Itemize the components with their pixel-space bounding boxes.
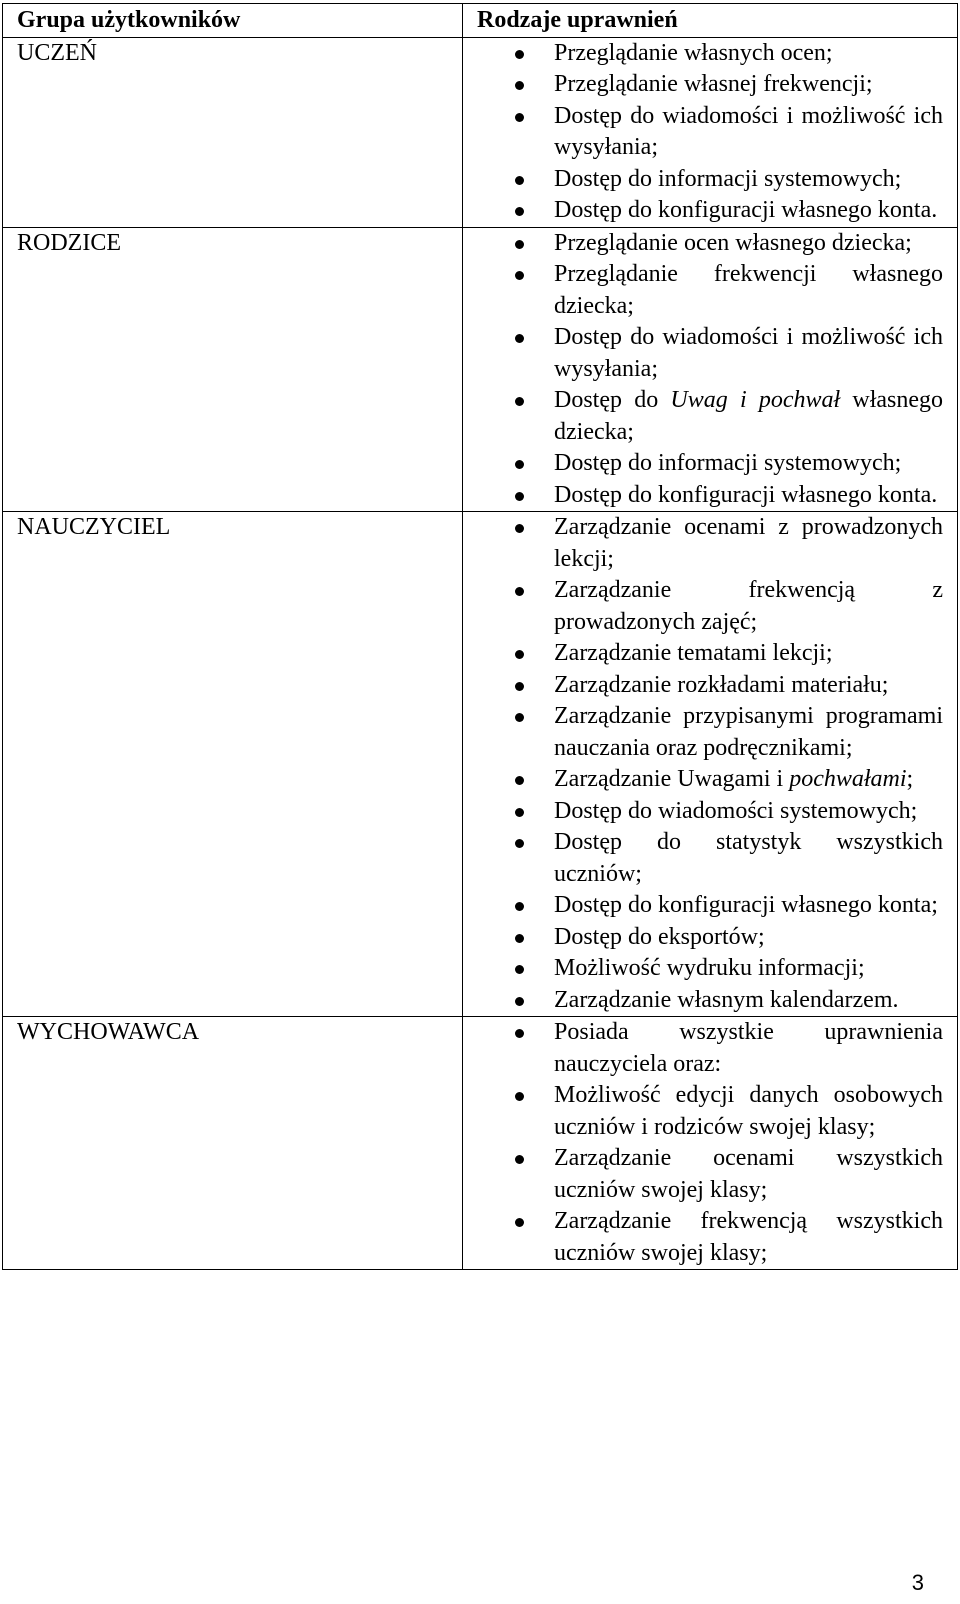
list-item: Dostęp do informacji systemowych; xyxy=(463,164,943,196)
list-item: Zarządzanie rozkładami materiału; xyxy=(463,670,943,702)
group-name: WYCHOWAWCA xyxy=(3,1017,463,1270)
header-permission-types: Rodzaje uprawnień xyxy=(463,4,958,38)
list-item: Przeglądanie własnej frekwencji; xyxy=(463,69,943,101)
list-item: Dostęp do konfiguracji własnego konta. xyxy=(463,195,943,227)
list-item: Możliwość edycji danych osobowych uczniów i rodziców swojej klasy; xyxy=(463,1080,943,1143)
list-item: Zarządzanie przypisanymi programami nauczania oraz podręcznikami; xyxy=(463,701,943,764)
permissions-table xyxy=(2,3,958,1270)
list-item: Posiada wszystkie uprawnienia nauczyciela oraz: xyxy=(463,1017,943,1080)
list-item: Dostęp do konfiguracji własnego konta. xyxy=(463,480,943,512)
list-item: Zarządzanie własnym kalendarzem. xyxy=(463,985,943,1017)
permissions-cell xyxy=(463,37,958,227)
permissions-cell xyxy=(463,1017,958,1270)
list-item: Przeglądanie ocen własnego dziecka; xyxy=(463,228,943,260)
list-item: Zarządzanie Uwagami i pochwałami; xyxy=(463,764,943,796)
page-number: 3 xyxy=(911,1570,924,1595)
list-item: Dostęp do wiadomości i możliwość ich wysyłania; xyxy=(463,322,943,385)
permissions-list xyxy=(463,512,957,1016)
permissions-cell xyxy=(463,512,958,1017)
table-row xyxy=(3,37,958,227)
list-item: Zarządzanie tematami lekcji; xyxy=(463,638,943,670)
list-item: Dostęp do wiadomości systemowych; xyxy=(463,796,943,828)
permissions-list xyxy=(463,1017,957,1269)
list-item: Przeglądanie frekwencji własnego dziecka; xyxy=(463,259,943,322)
header-user-group: Grupa użytkowników xyxy=(3,4,463,38)
header-row xyxy=(3,4,958,38)
list-item: Zarządzanie frekwencją z prowadzonych zajęć; xyxy=(463,575,943,638)
list-item: Zarządzanie ocenami wszystkich uczniów swojej klasy; xyxy=(463,1143,943,1206)
permissions-cell xyxy=(463,227,958,512)
table-row xyxy=(3,512,958,1017)
group-name: RODZICE xyxy=(3,227,463,512)
group-name: UCZEŃ xyxy=(3,37,463,227)
list-item: Dostęp do konfiguracji własnego konta; xyxy=(463,890,943,922)
list-item: Dostęp do eksportów; xyxy=(463,922,943,954)
list-item: Przeglądanie własnych ocen; xyxy=(463,38,943,70)
table-row xyxy=(3,1017,958,1270)
permissions-list xyxy=(463,38,957,227)
list-item: Zarządzanie ocenami z prowadzonych lekcji; xyxy=(463,512,943,575)
table-row xyxy=(3,227,958,512)
permissions-list xyxy=(463,228,957,512)
group-name: NAUCZYCIEL xyxy=(3,512,463,1017)
list-item: Dostęp do informacji systemowych; xyxy=(463,448,943,480)
list-item: Dostęp do Uwag i pochwał własnego dziecka; xyxy=(463,385,943,448)
list-item: Zarządzanie frekwencją wszystkich uczniów swojej klasy; xyxy=(463,1206,943,1269)
list-item: Dostęp do statystyk wszystkich uczniów; xyxy=(463,827,943,890)
list-item: Możliwość wydruku informacji; xyxy=(463,953,943,985)
list-item: Dostęp do wiadomości i możliwość ich wysyłania; xyxy=(463,101,943,164)
